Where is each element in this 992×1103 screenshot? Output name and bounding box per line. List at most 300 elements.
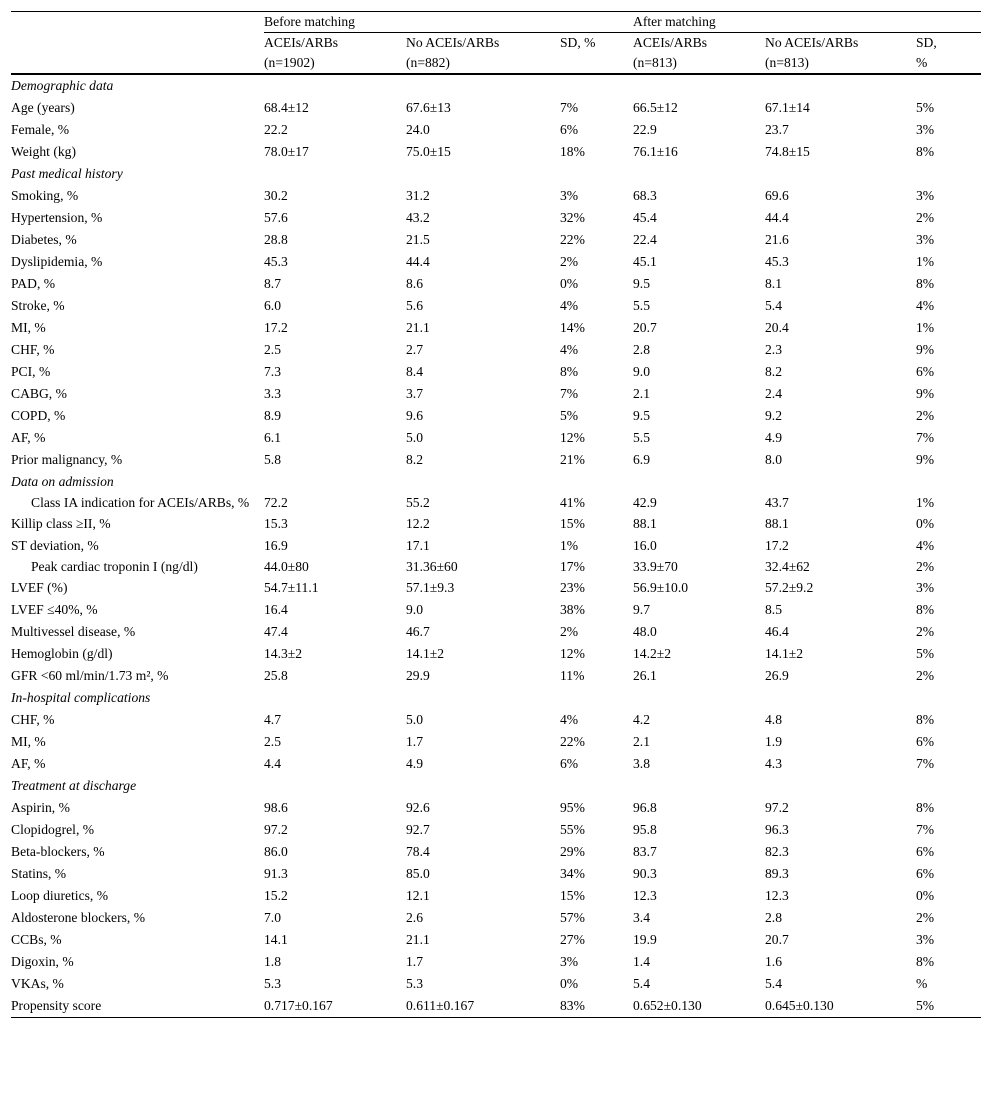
row-label: AF, % (11, 756, 46, 771)
table-row (11, 229, 981, 251)
table-cell: 21% (560, 452, 585, 467)
table-cell: 57.1±9.3 (406, 580, 455, 595)
table-cell: 6.0 (264, 298, 281, 313)
row-label: LVEF ≤40%, % (11, 602, 98, 617)
row-label: LVEF (%) (11, 580, 68, 595)
table-cell: 23% (560, 580, 585, 595)
table-cell: 16.4 (264, 602, 288, 617)
table-row (11, 753, 981, 775)
table-cell: 54.7±11.1 (264, 580, 319, 595)
table-cell: 43.2 (406, 210, 430, 225)
section-title: Demographic data (11, 78, 114, 93)
table-cell: 15% (560, 888, 585, 903)
table-cell: 38% (560, 602, 585, 617)
row-label: Age (years) (11, 100, 75, 115)
table-cell: 4% (560, 298, 579, 313)
table-cell: 1% (916, 254, 935, 269)
table-cell: 4% (560, 342, 579, 357)
table-cell: 57.6 (264, 210, 288, 225)
table-row (11, 643, 981, 665)
table-cell: 21.6 (765, 232, 789, 247)
table-cell: 2.3 (765, 342, 782, 357)
table-cell: 46.4 (765, 624, 789, 639)
row-label: Aspirin, % (11, 800, 70, 815)
table-cell: 2% (916, 624, 935, 639)
table-cell: 8% (916, 712, 935, 727)
col-header-before-no-acei: No ACEIs/ARBs (n=882) (406, 33, 560, 75)
table-cell: 72.2 (264, 495, 288, 510)
table-cell: 12.3 (765, 888, 789, 903)
table-cell: 9.5 (633, 276, 650, 291)
table-cell: 5% (916, 995, 981, 1018)
table-cell: 7.3 (264, 364, 281, 379)
table-cell: 0.645±0.130 (765, 995, 916, 1018)
table-cell: 91.3 (264, 866, 288, 881)
table-cell: 20.4 (765, 320, 789, 335)
row-label: CCBs, % (11, 932, 62, 947)
row-label: MI, % (11, 320, 46, 335)
table-cell: 6% (916, 734, 935, 749)
table-row (11, 383, 981, 405)
table-cell: 2% (916, 668, 935, 683)
table-cell: 92.7 (406, 822, 430, 837)
row-label: Propensity score (11, 995, 264, 1018)
table-row (11, 929, 981, 951)
table-cell: 3% (916, 932, 935, 947)
section-title: Treatment at discharge (11, 778, 137, 793)
table-row (11, 427, 981, 449)
table-cell: 15.3 (264, 516, 288, 531)
table-cell: 2.1 (633, 734, 650, 749)
table-cell: 97.2 (765, 800, 789, 815)
table-cell: 29% (560, 844, 585, 859)
table-cell: 47.4 (264, 624, 288, 639)
table-cell: 3% (560, 954, 579, 969)
row-label: Beta-blockers, % (11, 844, 105, 859)
table-cell: 0.652±0.130 (633, 995, 765, 1018)
table-cell: 17.2 (765, 538, 789, 553)
table-row (11, 885, 981, 907)
table-cell: 5% (560, 408, 579, 423)
table-cell: 67.1±14 (765, 100, 810, 115)
table-cell: 6% (560, 122, 579, 137)
table-cell: 12.3 (633, 888, 657, 903)
table-cell: 78.0±17 (264, 144, 309, 159)
table-cell: 14.1±2 (406, 646, 445, 661)
table-cell: 0% (560, 976, 579, 991)
table-cell: 14.3±2 (264, 646, 303, 661)
table-row (11, 251, 981, 273)
table-cell: 12% (560, 646, 585, 661)
table-row (11, 621, 981, 643)
row-label: Statins, % (11, 866, 67, 881)
table-cell: 32% (560, 210, 585, 225)
table-cell: 8.6 (406, 276, 423, 291)
table-cell: 9.6 (406, 408, 423, 423)
col-header-before-acei: ACEIs/ARBs (n=1902) (264, 33, 406, 75)
table-cell: 46.7 (406, 624, 430, 639)
table-cell: 83.7 (633, 844, 657, 859)
table-cell: 4.4 (264, 756, 281, 771)
table-cell: % (916, 976, 928, 991)
table-cell: 45.1 (633, 254, 657, 269)
table-cell: 67.6±13 (406, 100, 451, 115)
table-cell: 22% (560, 232, 585, 247)
table-cell: 12.2 (406, 516, 430, 531)
table-cell: 31.2 (406, 188, 430, 203)
table-cell: 4% (916, 298, 935, 313)
table-cell: 3% (560, 188, 579, 203)
table-cell: 2.4 (765, 386, 782, 401)
row-label: PAD, % (11, 276, 56, 291)
section-title: Data on admission (11, 474, 114, 489)
table-row (11, 863, 981, 885)
table-cell: 6% (916, 364, 935, 379)
table-cell: 9.0 (633, 364, 650, 379)
table-cell: 85.0 (406, 866, 430, 881)
table-cell: 78.4 (406, 844, 430, 859)
table-cell: 18% (560, 144, 585, 159)
table-cell: 95% (560, 800, 585, 815)
table-cell: 9.2 (765, 408, 782, 423)
table-cell: 8.2 (765, 364, 782, 379)
row-label: Prior malignancy, % (11, 452, 123, 467)
table-cell: 98.6 (264, 800, 288, 815)
table-cell: 1% (916, 495, 935, 510)
table-cell: 83% (560, 995, 633, 1018)
table-cell: 2% (560, 624, 579, 639)
table-row (11, 405, 981, 427)
table-row (11, 535, 981, 557)
baseline-characteristics-table (11, 11, 981, 1018)
table-row (11, 577, 981, 599)
table-cell: 21.5 (406, 232, 430, 247)
row-label: MI, % (11, 734, 46, 749)
table-cell: 4% (560, 712, 579, 727)
row-label: Class IA indication for ACEIs/ARBs, % (31, 495, 250, 510)
table-row (11, 557, 981, 577)
table-cell: 90.3 (633, 866, 657, 881)
table-cell: 8% (916, 954, 935, 969)
table-cell: 2% (916, 910, 935, 925)
table-cell: 5.3 (406, 976, 423, 991)
table-cell: 69.6 (765, 188, 789, 203)
table-cell: 17% (560, 559, 585, 574)
table-cell: 7% (916, 430, 935, 445)
table-cell: 26.9 (765, 668, 789, 683)
table-cell: 1.9 (765, 734, 782, 749)
table-cell: 14.1±2 (765, 646, 804, 661)
table-cell: 3% (916, 188, 935, 203)
table-cell: 48.0 (633, 624, 657, 639)
table-cell: 1.8 (264, 954, 281, 969)
table-cell: 34% (560, 866, 585, 881)
table-cell: 8.4 (406, 364, 423, 379)
table-cell: 5.4 (765, 298, 782, 313)
table-cell: 3.4 (633, 910, 650, 925)
table-cell: 3% (916, 580, 935, 595)
table-row (11, 973, 981, 995)
table-row (11, 731, 981, 753)
col-header-after-sd: SD, % (916, 33, 981, 75)
row-label: Multivessel disease, % (11, 624, 136, 639)
row-label: Hypertension, % (11, 210, 103, 225)
table-row (11, 841, 981, 863)
table-cell: 2.7 (406, 342, 423, 357)
row-label: COPD, % (11, 408, 66, 423)
table-row (11, 339, 981, 361)
table-cell: 3.8 (633, 756, 650, 771)
col-header-after-acei: ACEIs/ARBs (n=813) (633, 33, 765, 75)
header-label-cell (11, 33, 264, 75)
table-cell: 45.3 (765, 254, 789, 269)
table-cell: 21.1 (406, 320, 430, 335)
header-corner (11, 12, 264, 33)
table-cell: 5.4 (633, 976, 650, 991)
section-header-row (11, 471, 981, 493)
table-cell: 7% (560, 386, 579, 401)
table-cell: 12.1 (406, 888, 430, 903)
table-row (11, 907, 981, 929)
table-cell: 11% (560, 668, 585, 683)
table-cell: 0% (916, 516, 935, 531)
table-cell: 25.8 (264, 668, 288, 683)
table-cell: 5.0 (406, 712, 423, 727)
table-cell: 5% (916, 646, 935, 661)
table-cell: 8% (916, 276, 935, 291)
table-row (11, 819, 981, 841)
row-label: Digoxin, % (11, 954, 74, 969)
table-cell: 26.1 (633, 668, 657, 683)
table-cell: 43.7 (765, 495, 789, 510)
table-cell: 88.1 (633, 516, 657, 531)
table-cell: 2% (916, 210, 935, 225)
table-cell: 3% (916, 122, 935, 137)
table-cell: 8.9 (264, 408, 281, 423)
table-cell: 21.1 (406, 932, 430, 947)
table-cell: 7% (916, 756, 935, 771)
row-label: CHF, % (11, 712, 55, 727)
col-header-before-sd: SD, % (560, 33, 633, 75)
table-cell: 75.0±15 (406, 144, 451, 159)
table-cell: 19.9 (633, 932, 657, 947)
table-row (11, 295, 981, 317)
table-cell: 4.3 (765, 756, 782, 771)
table-row (11, 141, 981, 163)
table-cell: 2% (916, 559, 935, 574)
table-cell: 15.2 (264, 888, 288, 903)
table-cell: 8% (560, 364, 579, 379)
table-row (11, 97, 981, 119)
table-cell: 0% (916, 888, 935, 903)
table-cell: 57% (560, 910, 585, 925)
table-cell: 22.2 (264, 122, 288, 137)
table-row (11, 273, 981, 295)
table-cell: 55.2 (406, 495, 430, 510)
table-cell: 8.7 (264, 276, 281, 291)
table-cell: 14% (560, 320, 585, 335)
table-cell: 44.0±80 (264, 559, 309, 574)
table-cell: 92.6 (406, 800, 430, 815)
table-cell: 9% (916, 342, 935, 357)
table-cell: 82.3 (765, 844, 789, 859)
table-header (11, 12, 981, 75)
table-cell: 4% (916, 538, 935, 553)
table-cell: 9.0 (406, 602, 423, 617)
row-label: Dyslipidemia, % (11, 254, 103, 269)
row-label: ST deviation, % (11, 538, 99, 553)
table-cell: 3% (916, 232, 935, 247)
table-cell: 31.36±60 (406, 559, 458, 574)
table-row (11, 207, 981, 229)
table-cell: 97.2 (264, 822, 288, 837)
table-cell: 44.4 (406, 254, 430, 269)
table-cell: 1.7 (406, 954, 423, 969)
table-cell: 16.9 (264, 538, 288, 553)
table-cell: 2.5 (264, 342, 281, 357)
table-cell: 22.4 (633, 232, 657, 247)
row-label: AF, % (11, 430, 46, 445)
table-cell: 55% (560, 822, 585, 837)
before-matching-group-header: Before matching (264, 12, 633, 33)
table-cell: 89.3 (765, 866, 789, 881)
row-label: Weight (kg) (11, 144, 76, 159)
table-cell: 5% (916, 100, 935, 115)
table-cell: 41% (560, 495, 585, 510)
row-label: GFR <60 ml/min/1.73 m², % (11, 668, 169, 683)
table-cell: 20.7 (765, 932, 789, 947)
row-label: Peak cardiac troponin I (ng/dl) (31, 559, 198, 574)
table-cell: 30.2 (264, 188, 288, 203)
table-row (11, 599, 981, 621)
table-cell: 0.611±0.167 (406, 995, 560, 1018)
table-cell: 96.8 (633, 800, 657, 815)
table-cell: 45.4 (633, 210, 657, 225)
table-cell: 5.0 (406, 430, 423, 445)
table-cell: 56.9±10.0 (633, 580, 689, 595)
table-cell: 86.0 (264, 844, 288, 859)
row-label: CABG, % (11, 386, 67, 401)
section-header-row (11, 687, 981, 709)
table-cell: 22.9 (633, 122, 657, 137)
table-cell: 5.8 (264, 452, 281, 467)
section-header-row (11, 163, 981, 185)
row-label: Diabetes, % (11, 232, 77, 247)
table-cell: 14.2±2 (633, 646, 672, 661)
table-cell: 27% (560, 932, 585, 947)
table-cell: 2.6 (406, 910, 423, 925)
table-cell: 6.9 (633, 452, 650, 467)
table-row (11, 119, 981, 141)
table-cell: 57.2±9.2 (765, 580, 814, 595)
table-cell: 23.7 (765, 122, 789, 137)
table-cell: 4.8 (765, 712, 782, 727)
table-cell: 17.1 (406, 538, 430, 553)
table-row (11, 951, 981, 973)
table-row (11, 317, 981, 339)
table-cell: 9% (916, 452, 935, 467)
table-body (11, 74, 981, 1018)
section-title: Past medical history (11, 166, 123, 181)
row-label: Smoking, % (11, 188, 79, 203)
table-cell: 8% (916, 800, 935, 815)
table-row (11, 995, 981, 1018)
table-cell: 5.5 (633, 298, 650, 313)
table-cell: 2% (560, 254, 579, 269)
row-label: VKAs, % (11, 976, 64, 991)
row-label: Hemoglobin (g/dl) (11, 646, 113, 661)
table-cell: 2.5 (264, 734, 281, 749)
row-label: Female, % (11, 122, 70, 137)
table-cell: 45.3 (264, 254, 288, 269)
table-row (11, 665, 981, 687)
table-cell: 28.8 (264, 232, 288, 247)
table-cell: 74.8±15 (765, 144, 810, 159)
table-cell: 2% (916, 408, 935, 423)
table-row (11, 185, 981, 207)
table-cell: 14.1 (264, 932, 288, 947)
table-cell: 8.1 (765, 276, 782, 291)
table-cell: 8.5 (765, 602, 782, 617)
table-cell: 16.0 (633, 538, 657, 553)
table-cell: 2.1 (633, 386, 650, 401)
table-cell: 9% (916, 386, 935, 401)
table-cell: 15% (560, 516, 585, 531)
table-cell: 5.5 (633, 430, 650, 445)
table-cell: 29.9 (406, 668, 430, 683)
table-cell: 2.8 (765, 910, 782, 925)
row-label: Stroke, % (11, 298, 65, 313)
table-cell: 1% (560, 538, 579, 553)
table-cell: 0.717±0.167 (264, 995, 406, 1018)
table-cell: 96.3 (765, 822, 789, 837)
table-cell: 12% (560, 430, 585, 445)
table-cell: 1.7 (406, 734, 423, 749)
table-cell: 7% (916, 822, 935, 837)
after-matching-group-header: After matching (633, 12, 981, 33)
table-row (11, 361, 981, 383)
table-cell: 7.0 (264, 910, 281, 925)
table-cell: 88.1 (765, 516, 789, 531)
table-cell: 66.5±12 (633, 100, 678, 115)
table-row (11, 449, 981, 471)
table-cell: 6% (560, 756, 579, 771)
row-label: CHF, % (11, 342, 55, 357)
table-row (11, 709, 981, 731)
table-cell: 8.0 (765, 452, 782, 467)
table-cell: 1.6 (765, 954, 782, 969)
table-cell: 17.2 (264, 320, 288, 335)
table-cell: 1.4 (633, 954, 650, 969)
table-cell: 4.7 (264, 712, 281, 727)
table-cell: 68.3 (633, 188, 657, 203)
table-cell: 42.9 (633, 495, 657, 510)
table-cell: 22% (560, 734, 585, 749)
table-cell: 32.4±62 (765, 559, 810, 574)
table-cell: 33.9±70 (633, 559, 678, 574)
section-header-row (11, 74, 981, 97)
table-cell: 8% (916, 144, 935, 159)
table-row (11, 513, 981, 535)
col-header-after-no-acei: No ACEIs/ARBs (n=813) (765, 33, 916, 75)
table-row (11, 493, 981, 513)
table-row (11, 797, 981, 819)
table-cell: 6% (916, 866, 935, 881)
table-cell: 2.8 (633, 342, 650, 357)
table-cell: 5.3 (264, 976, 281, 991)
table-cell: 95.8 (633, 822, 657, 837)
table-cell: 6.1 (264, 430, 281, 445)
